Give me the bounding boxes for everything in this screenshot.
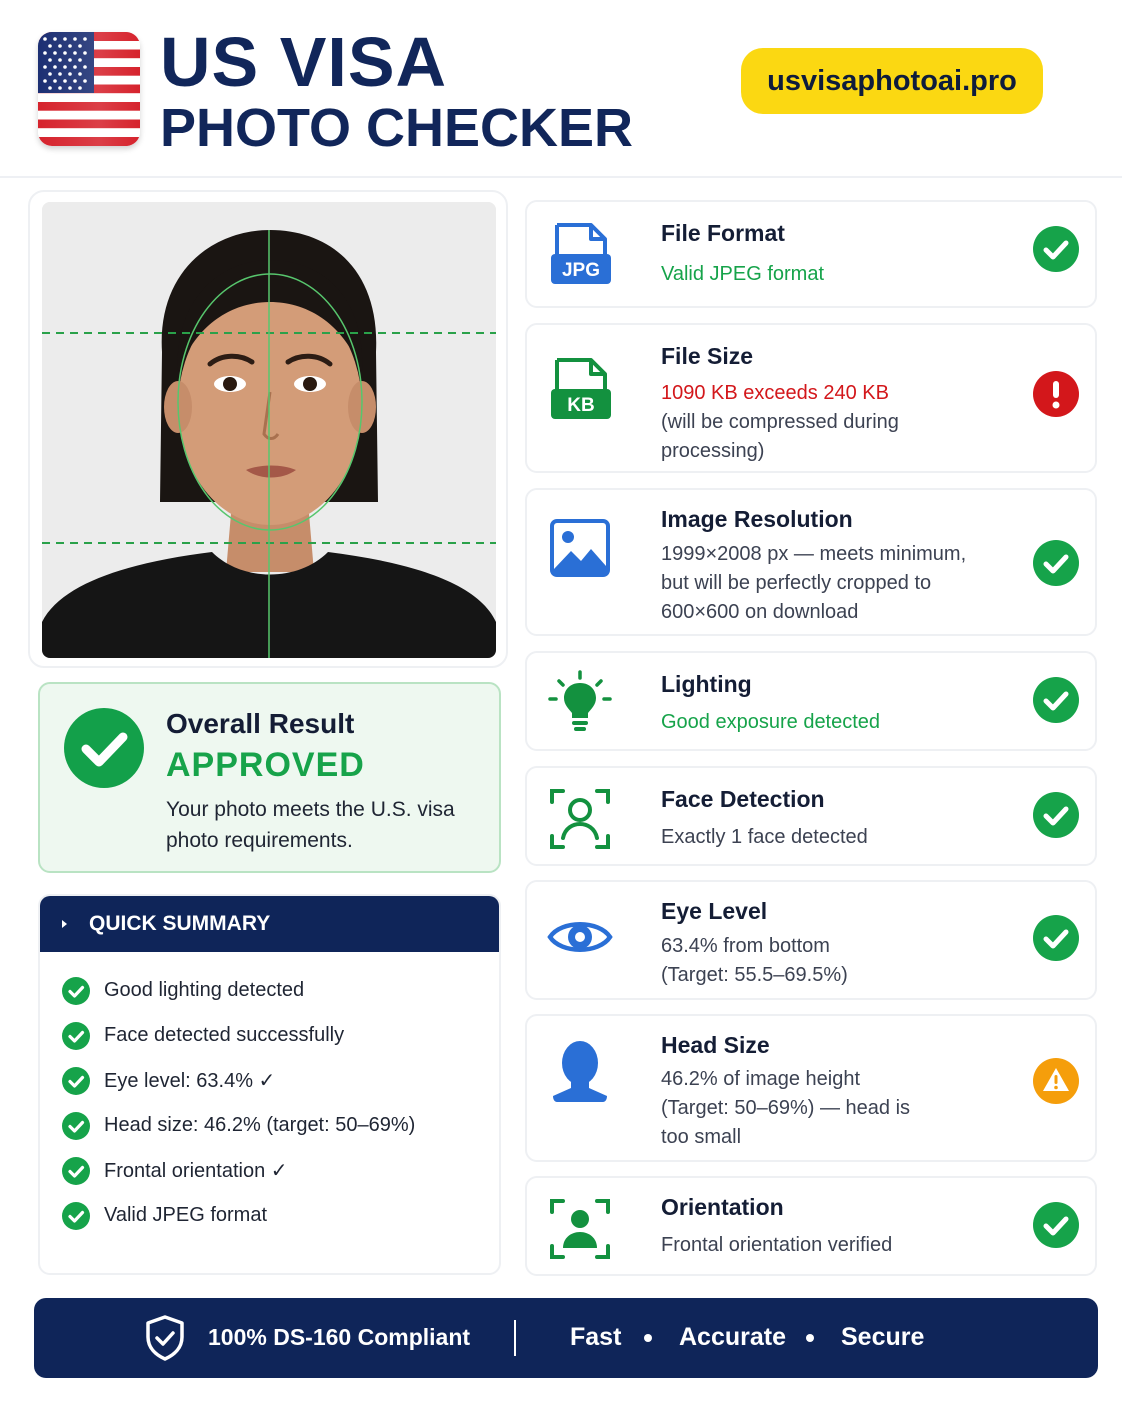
feature-secure: Secure: [841, 1323, 925, 1351]
check-detail: Frontal orientation verified: [661, 1234, 893, 1256]
check-circle-icon: [62, 1202, 90, 1230]
check-title: File Format: [661, 220, 785, 246]
status-pass-icon: [1033, 1202, 1079, 1248]
image-icon: [547, 516, 613, 582]
check-circle-icon: [62, 977, 90, 1005]
check-circle-icon: [62, 1067, 90, 1095]
face-scan-icon: [547, 786, 613, 852]
check-detail: (will be compressed during processing): [661, 411, 899, 462]
check-card-file-size: [525, 323, 1097, 473]
uploaded-portrait-photo: [42, 202, 496, 658]
check-detail: 46.2% of image height (Target: 50–69%) — head is too small: [661, 1068, 911, 1148]
quick-summary-card: [38, 894, 501, 1275]
check-detail: 1999×2008 px — meets minimum, but will be perfectly cropped to 600×600 on download: [661, 543, 967, 623]
summary-item: [62, 968, 415, 1013]
summary-item-text: Frontal orientation ✓: [104, 1160, 288, 1182]
separator-dot: [806, 1334, 814, 1342]
header: [0, 0, 1122, 178]
check-card-head-size: [525, 1014, 1097, 1162]
overall-result-status: APPROVED: [166, 746, 365, 784]
summary-item: [62, 1103, 415, 1148]
kb-file-icon: [547, 357, 613, 423]
feature-fast: Fast: [570, 1323, 622, 1351]
site-link[interactable]: usvisaphotoai.pro: [741, 48, 1043, 114]
feature-accurate: Accurate: [679, 1323, 786, 1351]
status-pass-icon: [1033, 677, 1079, 723]
overall-result-label: Overall Result: [166, 708, 355, 739]
status-pass-icon: [1033, 792, 1079, 838]
kb-icon-label: KB: [567, 395, 595, 416]
check-card-eye-level: [525, 880, 1097, 1000]
photo-card: [28, 190, 508, 668]
check-detail: 63.4% from bottom (Target: 55.5–69.5%): [661, 935, 848, 986]
check-card-orientation: [525, 1176, 1097, 1276]
caret-right-icon: [62, 920, 67, 928]
separator-dot: [644, 1334, 652, 1342]
check-card-face-detection: [525, 766, 1097, 866]
quick-summary-list: [62, 968, 415, 1238]
check-card-file-format: [525, 200, 1097, 308]
check-title: Eye Level: [661, 898, 768, 924]
shield-check-icon: [144, 1314, 186, 1362]
jpg-icon-label: JPG: [561, 260, 601, 281]
jpg-file-icon: [547, 222, 613, 288]
overall-result-description: Your photo meets the U.S. visa photo requirements.: [166, 798, 455, 852]
summary-item-text: Valid JPEG format: [104, 1204, 268, 1226]
check-result: Good exposure detected: [661, 711, 881, 733]
quick-summary-header[interactable]: [40, 896, 501, 952]
check-title: Orientation: [661, 1194, 784, 1220]
check-circle-icon: [62, 1022, 90, 1050]
summary-item: [62, 1193, 415, 1238]
summary-item: [62, 1013, 415, 1058]
check-title: Head Size: [661, 1032, 770, 1058]
app-title-line1: US VISA: [160, 23, 448, 101]
check-title: Face Detection: [661, 786, 825, 812]
check-title: Lighting: [661, 671, 752, 697]
quick-summary-title: QUICK SUMMARY: [89, 912, 271, 935]
compliance-badge-text: 100% DS-160 Compliant: [208, 1324, 471, 1350]
summary-item-text: Head size: 46.2% (target: 50–69%): [104, 1114, 416, 1136]
lightbulb-icon: [547, 669, 613, 735]
status-pass-icon: [1033, 915, 1079, 961]
check-card-lighting: [525, 651, 1097, 751]
summary-item-text: Face detected successfully: [104, 1024, 345, 1046]
check-title: Image Resolution: [661, 506, 853, 532]
status-pass-icon: [1033, 540, 1079, 586]
summary-item-text: Eye level: 63.4% ✓: [104, 1070, 276, 1092]
check-detail: Exactly 1 face detected: [661, 826, 868, 848]
person-frame-icon: [547, 1196, 613, 1262]
status-pass-icon: [1033, 226, 1079, 272]
status-warning-icon: [1033, 1058, 1079, 1104]
overall-result-card: [38, 682, 501, 873]
approved-check-icon: [64, 708, 144, 788]
check-result: Valid JPEG format: [661, 263, 825, 285]
check-circle-icon: [62, 1112, 90, 1140]
summary-item-text: Good lighting detected: [104, 979, 305, 1001]
head-icon: [547, 1038, 613, 1104]
check-result: 1090 KB exceeds 240 KB: [661, 382, 889, 404]
summary-item: [62, 1058, 415, 1103]
status-error-icon: [1033, 371, 1079, 417]
summary-item: [62, 1148, 415, 1193]
footer-divider: [514, 1320, 516, 1356]
check-circle-icon: [62, 1157, 90, 1185]
eye-icon: [547, 904, 613, 970]
app-title-line2: PHOTO CHECKER: [160, 98, 634, 158]
check-title: File Size: [661, 343, 754, 369]
footer-banner: [34, 1298, 1098, 1378]
us-flag-icon: [38, 32, 140, 146]
check-card-image-resolution: [525, 488, 1097, 636]
